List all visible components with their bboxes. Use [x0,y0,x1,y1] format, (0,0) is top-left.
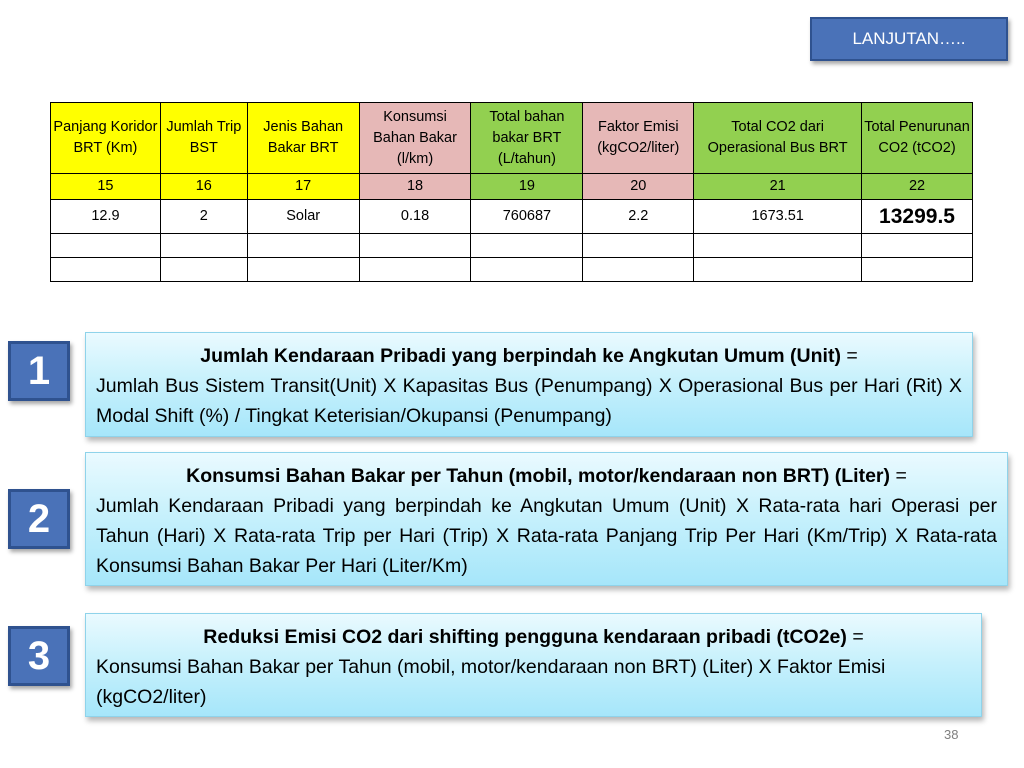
header-cell: Konsumsi Bahan Bakar (l/km) [359,103,471,174]
number-cell: 19 [471,174,583,200]
table-row [51,200,973,234]
value-cell: 0.18 [359,200,471,234]
formula-title-text: Jumlah Kendaraan Pribadi yang berpindah ke Angkutan Umum (Unit) [200,345,841,367]
formula-body: Jumlah Bus Sistem Transit(Unit) X Kapasitas Bus (Penumpang) X Operasional Bus per Hari (Rit) X Modal Shift (%) / Tingkat Keterisian/Okupansi (Penumpang) [96,375,962,427]
formula-number-badge: 1 [8,341,70,401]
number-cell: 20 [583,174,694,200]
value-cell: 1673.51 [694,200,862,234]
number-cell: 18 [359,174,471,200]
total-reduction-value: 13299.5 [862,200,973,234]
table-empty-row [51,234,973,258]
formula-title-text: Reduksi Emisi CO2 dari shifting pengguna kendaraan pribadi (tCO2e) [203,626,847,648]
formula-number-badge: 2 [8,489,70,549]
formula-box [85,452,1008,586]
value-cell: 2 [160,200,247,234]
formula-body: Jumlah Kendaraan Pribadi yang berpindah ke Angkutan Umum (Unit) X Rata-rata hari Operasi per Tahun (Hari) X Rata-rata Trip per Hari (Trip) X Rata-rata Panjang Trip Per Hari (Km/Trip) X Rata-rata Konsumsi Bahan Bakar Per Hari (Liter/Km) [96,495,997,577]
header-cell: Total Penurunan CO2 (tCO2) [862,103,973,174]
emission-table [50,102,973,282]
formula-number-badge: 3 [8,626,70,686]
header-cell: Jumlah Trip BST [160,103,247,174]
formula-title [96,622,971,652]
number-cell: 17 [247,174,359,200]
header-cell: Panjang Koridor BRT (Km) [51,103,161,174]
table-number-row [51,174,973,200]
equals-sign: = [846,626,864,648]
header-cell: Jenis Bahan Bakar BRT [247,103,359,174]
formula-title-text: Konsumsi Bahan Bakar per Tahun (mobil, motor/kendaraan non BRT) (Liter) [186,465,891,487]
header-cell: Total bahan bakar BRT (L/tahun) [471,103,583,174]
number-cell: 15 [51,174,161,200]
value-cell: Solar [247,200,359,234]
value-cell: 12.9 [51,200,161,234]
formula-box [85,332,973,437]
formula-box [85,613,982,717]
table-empty-row [51,258,973,282]
formula-title [96,341,962,371]
number-cell: 16 [160,174,247,200]
table-header-row [51,103,973,174]
formula-body: Konsumsi Bahan Bakar per Tahun (mobil, motor/kendaraan non BRT) (Liter) X Faktor Emisi (kgCO2/liter) [96,656,886,708]
page-number: 38 [944,727,959,742]
number-cell: 21 [694,174,862,200]
header-cell: Faktor Emisi (kgCO2/liter) [583,103,694,174]
number-cell: 22 [862,174,973,200]
value-cell: 760687 [471,200,583,234]
equals-sign: = [840,345,858,367]
formula-title [96,461,997,491]
value-cell: 2.2 [583,200,694,234]
lanjutan-button[interactable]: LANJUTAN….. [810,17,1008,61]
header-cell: Total CO2 dari Operasional Bus BRT [694,103,862,174]
equals-sign: = [890,465,907,487]
